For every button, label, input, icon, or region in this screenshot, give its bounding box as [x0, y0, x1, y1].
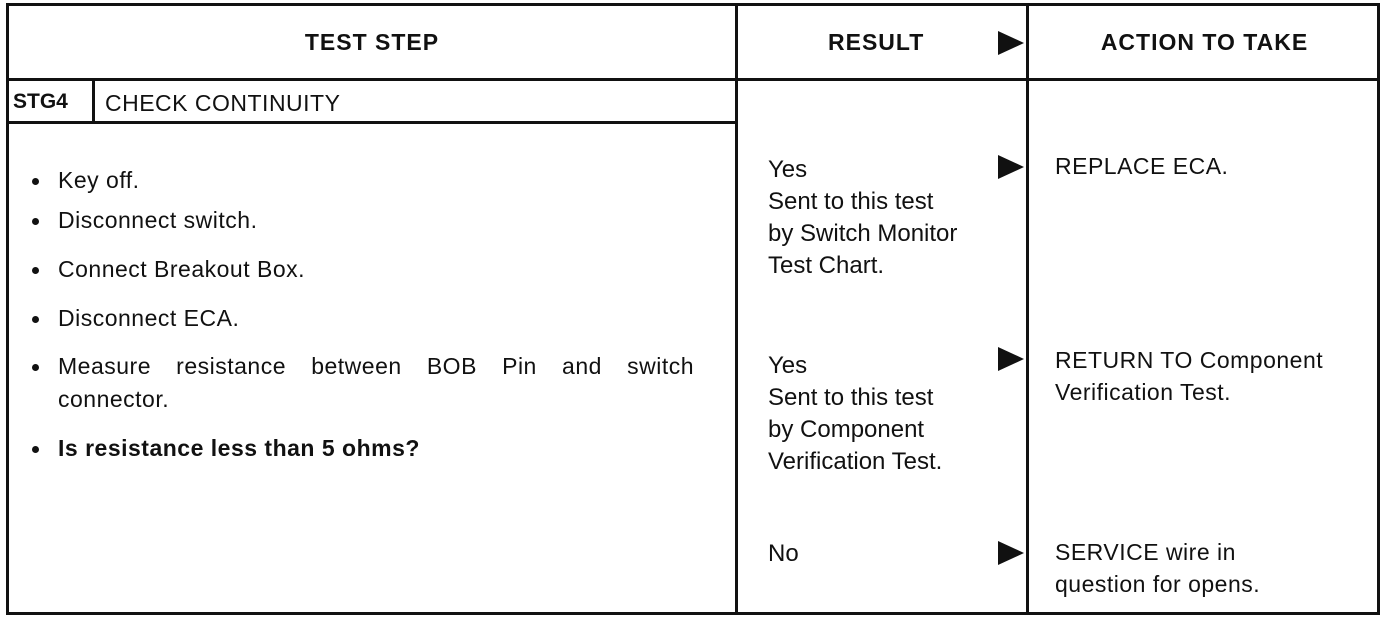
- instruction-question: Is resistance less than 5 ohms?: [32, 432, 692, 465]
- bullet-icon: [32, 364, 39, 371]
- instruction-item: Connect Breakout Box.: [32, 253, 692, 286]
- column-divider: [1026, 3, 1029, 615]
- bullet-icon: [32, 446, 39, 453]
- result-outcome-3: No: [768, 540, 799, 567]
- result-outcome-2: Yes Sent to this test by Component Verification Test.: [768, 352, 943, 475]
- action-outcome-3: SERVICE wire in question for opens.: [1055, 539, 1261, 597]
- bullet-icon: [32, 267, 39, 274]
- bullet-icon: [32, 316, 39, 323]
- step-header-underline: [6, 121, 735, 124]
- arrow-right-icon: [998, 347, 1024, 371]
- column-divider: [735, 3, 738, 615]
- step-code: STG4: [13, 90, 68, 113]
- instruction-item: Measure resistance between BOB Pin and switch connector.: [32, 350, 694, 416]
- arrow-right-icon: [998, 155, 1024, 179]
- instruction-item: Key off.: [32, 164, 692, 197]
- step-title: CHECK CONTINUITY: [105, 90, 341, 116]
- instruction-item: Disconnect switch.: [32, 204, 692, 237]
- action-outcome-2: RETURN TO Component Verification Test.: [1055, 347, 1324, 405]
- header-result: RESULT: [828, 28, 925, 55]
- header-test-step: TEST STEP: [304, 28, 440, 55]
- bullet-icon: [32, 218, 39, 225]
- action-outcome-1: REPLACE ECA.: [1055, 153, 1229, 179]
- instruction-item: Disconnect ECA.: [32, 302, 692, 335]
- bullet-icon: [32, 178, 39, 185]
- arrow-right-icon: [998, 541, 1024, 565]
- header-action-to-take: ACTION TO TAKE: [1100, 28, 1309, 55]
- arrow-right-icon: [998, 31, 1024, 55]
- step-header-divider: [92, 81, 95, 121]
- result-outcome-1: Yes Sent to this test by Switch Monitor Test Chart.: [768, 156, 958, 279]
